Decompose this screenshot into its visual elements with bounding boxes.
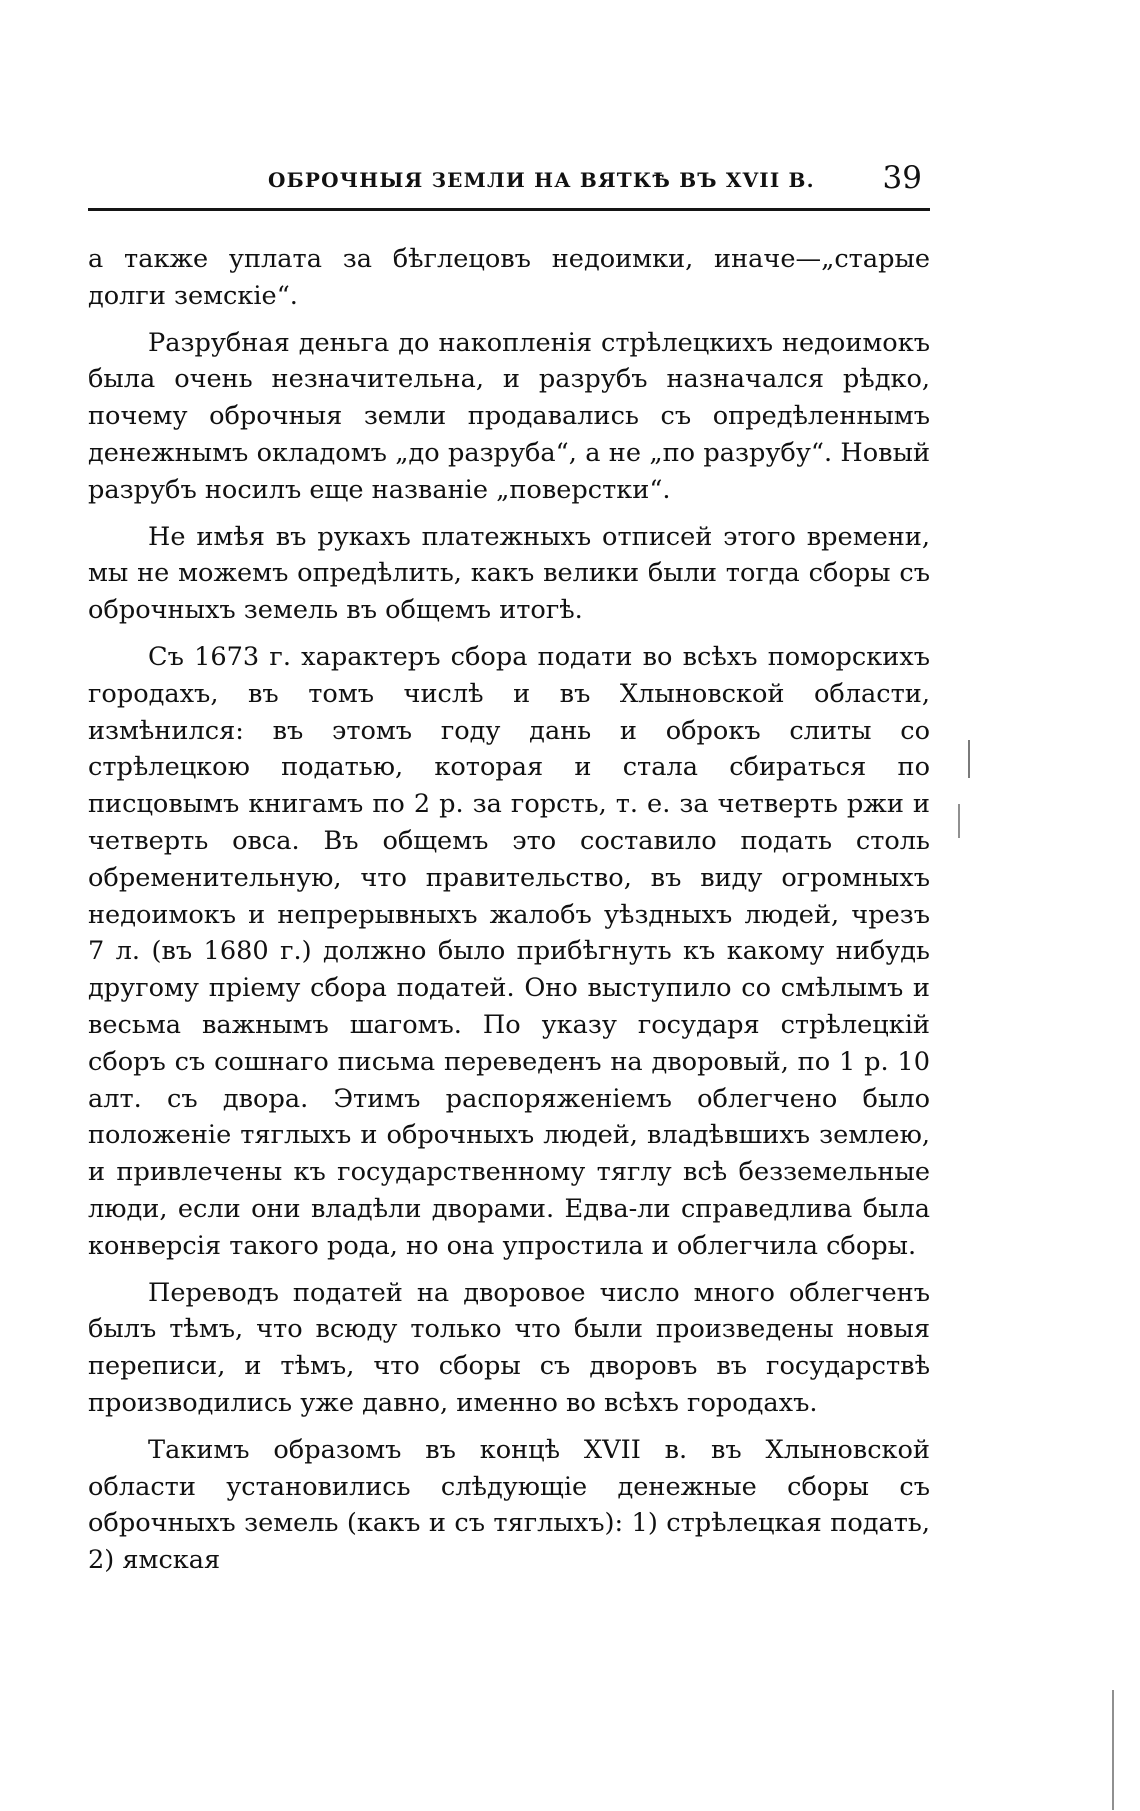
paragraph: Съ 1673 г. характеръ сбора подати во всѣхъ поморскихъ городахъ, въ томъ числѣ и въ Хлыновской области, измѣнился: въ этомъ году дань и оброкъ слиты со стрѣлецкою податью, которая и стала сбираться по писцовымъ книгамъ по 2 р. за горсть, т. е. за четверть ржи и четверть овса. Въ общемъ это составило подать столь обременительную, что правительство, въ виду огромныхъ недоимокъ и непрерывныхъ жалобъ уѣздныхъ людей, чрезъ 7 л. (въ 1680 г.) должно было прибѣгнуть къ какому нибудь другому пріему сбора податей. Оно выступило со смѣлымъ и весьма важнымъ шагомъ. По указу государя стрѣлецкій сборъ съ сошнаго письма переведенъ на дворовый, по 1 р. 10 алт. съ двора. Этимъ распоряженіемъ облегчено было положеніе тяглыхъ и оброчныхъ людей, владѣвшихъ землею, и привлечены къ государственному тяглу всѣ безземельные люди, если они владѣли дворами. Едва-ли справедлива была конверсія такого рода, но она упростила и облегчила сборы. — [88, 641, 930, 1261]
paragraph: Такимъ образомъ въ концѣ XVII в. въ Хлыновской области установились слѣдующіе денежные сборы съ оброчныхъ земель (какъ и съ тяглыхъ): 1) стрѣлецкая подать, 2) ямская — [88, 1434, 930, 1576]
running-header — [88, 160, 930, 211]
paragraph: Переводъ податей на дворовое число много облегченъ былъ тѣмъ, что всюду только что были произведены новыя переписи, и тѣмъ, что сборы съ дворовъ въ государствѣ производились уже давно, именно во всѣхъ городахъ. — [88, 1277, 930, 1418]
body-text — [88, 241, 930, 1589]
margin-mark — [958, 804, 960, 838]
paragraph: Не имѣя въ рукахъ платежныхъ отписей этого времени, мы не можемъ опредѣлить, какъ велики были тогда сборы съ оброчныхъ земель въ общемъ итогѣ. — [88, 521, 930, 626]
paragraph: Разрубная деньга до накопленія стрѣлецкихъ недоимокъ была очень незначительна, и разрубъ назначался рѣдко, почему оброчныя земли продавались съ опредѣленнымъ денежнымъ окладомъ „до разруба“, а не „по разрубу“. Новый разрубъ носилъ еще названіе „поверстки“. — [88, 327, 930, 505]
running-title: ОБРОЧНЫЯ ЗЕМЛИ НА ВЯТКѢ ВЪ XVII В. — [268, 168, 815, 192]
margin-mark — [968, 740, 970, 778]
margin-mark — [1112, 1690, 1114, 1810]
paragraph: а также уплата за бѣглецовъ недоимки, иначе—„старые долги земскіе“. — [88, 244, 930, 311]
page-number: 39 — [882, 160, 922, 196]
